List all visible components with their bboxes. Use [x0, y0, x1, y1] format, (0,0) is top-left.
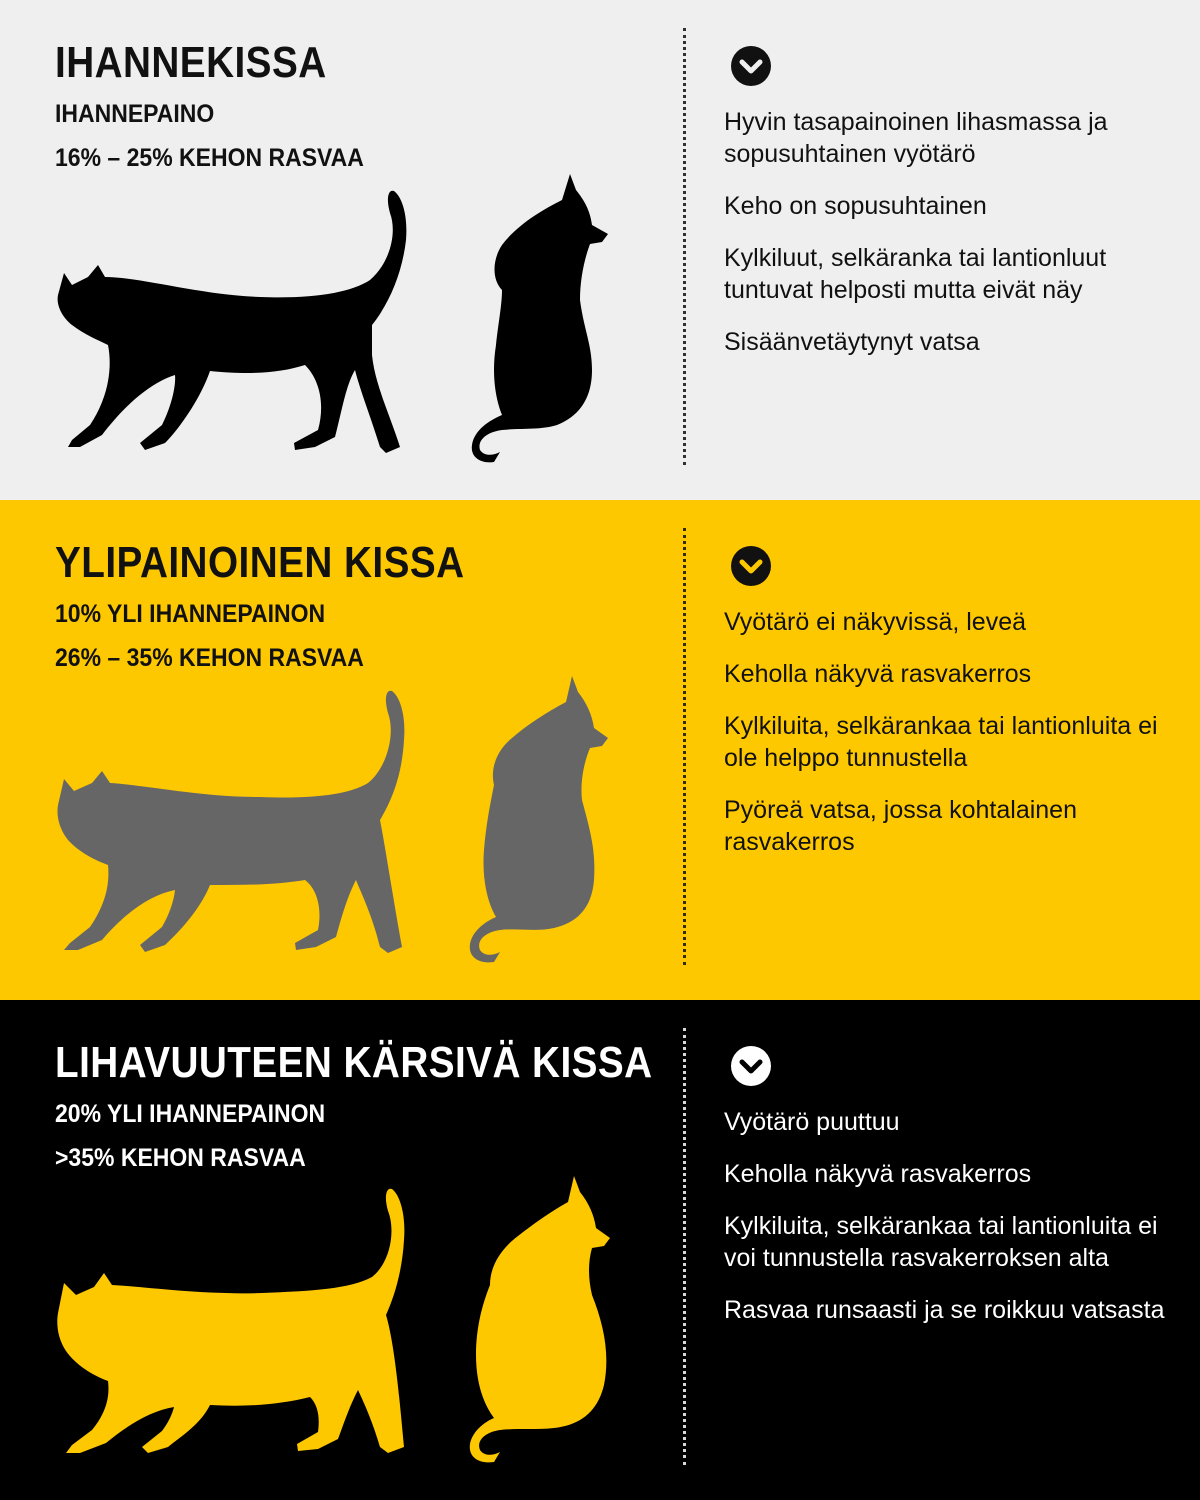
characteristics-list [724, 106, 1174, 378]
list-item: Kylkiluita, selkärankaa tai lantionluita ei ole helppo tunnustella [724, 712, 1158, 772]
walking-cat-icon [50, 1185, 420, 1465]
section-title: IHANNEKISSA [55, 38, 327, 87]
sitting-cat-icon [462, 170, 622, 470]
weight-label: IHANNEPAINO [55, 100, 215, 128]
body-fat-label: 16% – 25% KEHON RASVAA [55, 144, 364, 172]
weight-label: 20% YLI IHANNEPAINON [55, 1100, 326, 1128]
section-title: LIHAVUUTEEN KÄRSIVÄ KISSA [55, 1038, 653, 1087]
list-item: Rasvaa runsaasti ja se roikkuu vatsasta [724, 1296, 1165, 1324]
list-item: Sisäänvetäytynyt vatsa [724, 328, 980, 356]
section-divider [683, 528, 686, 965]
walking-cat-icon [50, 185, 420, 465]
list-item: Pyöreä vatsa, jossa kohtalainen rasvakerros [724, 796, 1077, 856]
list-item: Keholla näkyvä rasvakerros [724, 660, 1032, 688]
section-overweight-cat [0, 500, 1200, 1000]
body-fat-label: 26% – 35% KEHON RASVAA [55, 644, 364, 672]
chevron-down-icon [729, 544, 773, 588]
section-divider [683, 1028, 686, 1465]
weight-label: 10% YLI IHANNEPAINON [55, 600, 326, 628]
characteristics-list [724, 1106, 1174, 1346]
characteristics-list [724, 606, 1174, 878]
list-item: Keholla näkyvä rasvakerros [724, 1160, 1032, 1188]
list-item: Kylkiluita, selkärankaa tai lantionluita ei voi tunnustella rasvakerroksen alta [724, 1212, 1158, 1272]
sitting-cat-icon [462, 1170, 622, 1470]
body-fat-label: >35% KEHON RASVAA [55, 1144, 306, 1172]
section-obese-cat [0, 1000, 1200, 1500]
list-item: Vyötärö ei näkyvissä, leveä [724, 608, 1027, 636]
chevron-down-icon [729, 1044, 773, 1088]
list-item: Vyötärö puuttuu [724, 1108, 900, 1136]
section-divider [683, 28, 686, 465]
section-ideal-cat [0, 0, 1200, 500]
list-item: Keho on sopusuhtainen [724, 192, 987, 220]
section-title: YLIPAINOINEN KISSA [55, 538, 465, 587]
chevron-down-icon [729, 44, 773, 88]
walking-cat-icon [50, 685, 420, 965]
list-item: Hyvin tasapainoinen lihasmassa ja sopusuhtainen vyötärö [724, 108, 1108, 168]
sitting-cat-icon [462, 670, 622, 970]
list-item: Kylkiluut, selkäranka tai lantionluut tuntuvat helposti mutta eivät näy [724, 244, 1107, 304]
